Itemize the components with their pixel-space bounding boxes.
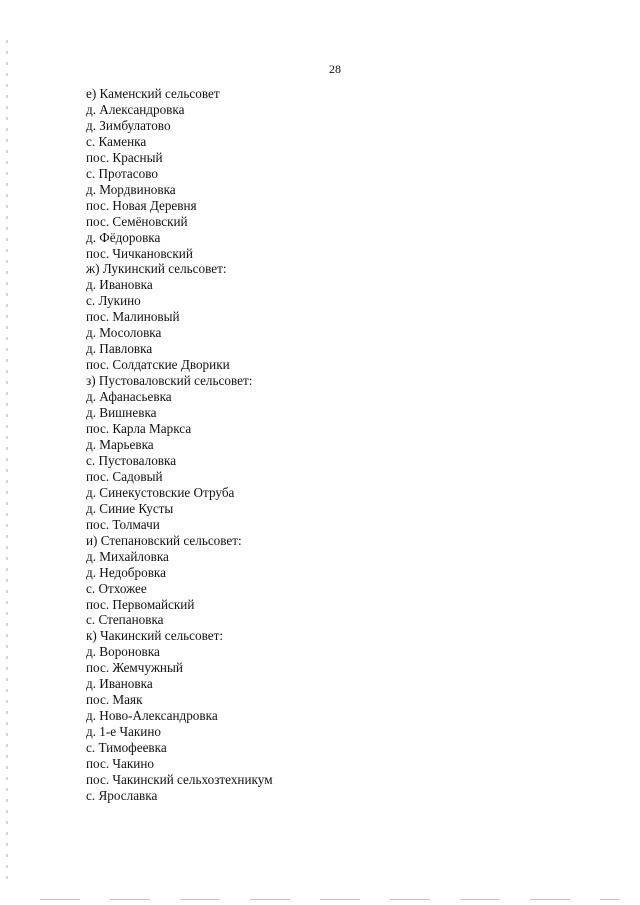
list-item: д. Вороновка: [86, 644, 160, 660]
list-item: пос. Маяк: [86, 692, 143, 708]
list-item: пос. Жемчужный: [86, 660, 183, 676]
list-item: пос. Чичкановский: [86, 245, 193, 261]
list-item: с. Каменка: [86, 133, 147, 149]
list-item: пос. Чакино: [86, 756, 154, 772]
list-item: ж) Лукинский сельсовет:: [86, 261, 227, 277]
list-item: д. Ново-Александровка: [86, 708, 218, 724]
list-item: д. Александровка: [86, 101, 185, 117]
list-item: д. Зимбулатово: [86, 117, 171, 133]
list-item: д. 1-е Чакино: [86, 724, 161, 740]
list-item: с. Степановка: [86, 612, 164, 628]
list-item: пос. Карла Маркса: [86, 421, 192, 437]
list-item: пос. Солдатские Дворики: [86, 357, 230, 373]
page-number: 28: [329, 62, 341, 76]
list-item: и) Степановский сельсовет:: [86, 532, 242, 548]
list-item: д. Ивановка: [86, 676, 153, 692]
list-item: пос. Первомайский: [86, 596, 195, 612]
list-item: с. Пустоваловка: [86, 452, 177, 468]
list-item: пос. Чакинский сельхозтехникум: [86, 771, 273, 787]
list-item: д. Фёдоровка: [86, 229, 161, 245]
list-item: пос. Новая Деревня: [86, 197, 197, 213]
list-item: д. Мордвиновка: [86, 181, 176, 197]
list-item: д. Мосоловка: [86, 325, 162, 341]
scan-bottom-edge: [40, 899, 620, 900]
list-item: с. Отхожее: [86, 580, 147, 596]
list-item: пос. Толмачи: [86, 516, 160, 532]
scan-left-edge: [6, 40, 8, 880]
list-item: д. Павловка: [86, 341, 153, 357]
list-item: д. Вишневка: [86, 405, 157, 421]
list-item: с. Лукино: [86, 293, 141, 309]
list-item: д. Афанасьевка: [86, 389, 172, 405]
list-item: пос. Семёновский: [86, 213, 188, 229]
list-item: д. Михайловка: [86, 548, 169, 564]
list-item: с. Протасово: [86, 165, 158, 181]
list-item: д. Ивановка: [86, 277, 153, 293]
list-item: пос. Малиновый: [86, 309, 180, 325]
list-item: е) Каменский сельсовет: [86, 86, 220, 101]
list-item: д. Недобровка: [86, 564, 166, 580]
list-item: пос. Садовый: [86, 468, 163, 484]
list-item: к) Чакинский сельсовет:: [86, 628, 224, 644]
list-item: д. Марьевка: [86, 436, 154, 452]
list-item: д. Синекустовские Отруба: [86, 484, 235, 500]
list-item: с. Ярославка: [86, 787, 158, 803]
list-item: пос. Красный: [86, 149, 163, 165]
list-item: д. Синие Кусты: [86, 500, 174, 516]
settlement-list: [86, 86, 273, 804]
list-item: с. Тимофеевка: [86, 740, 167, 756]
list-item: з) Пустоваловский сельсовет:: [86, 373, 253, 389]
